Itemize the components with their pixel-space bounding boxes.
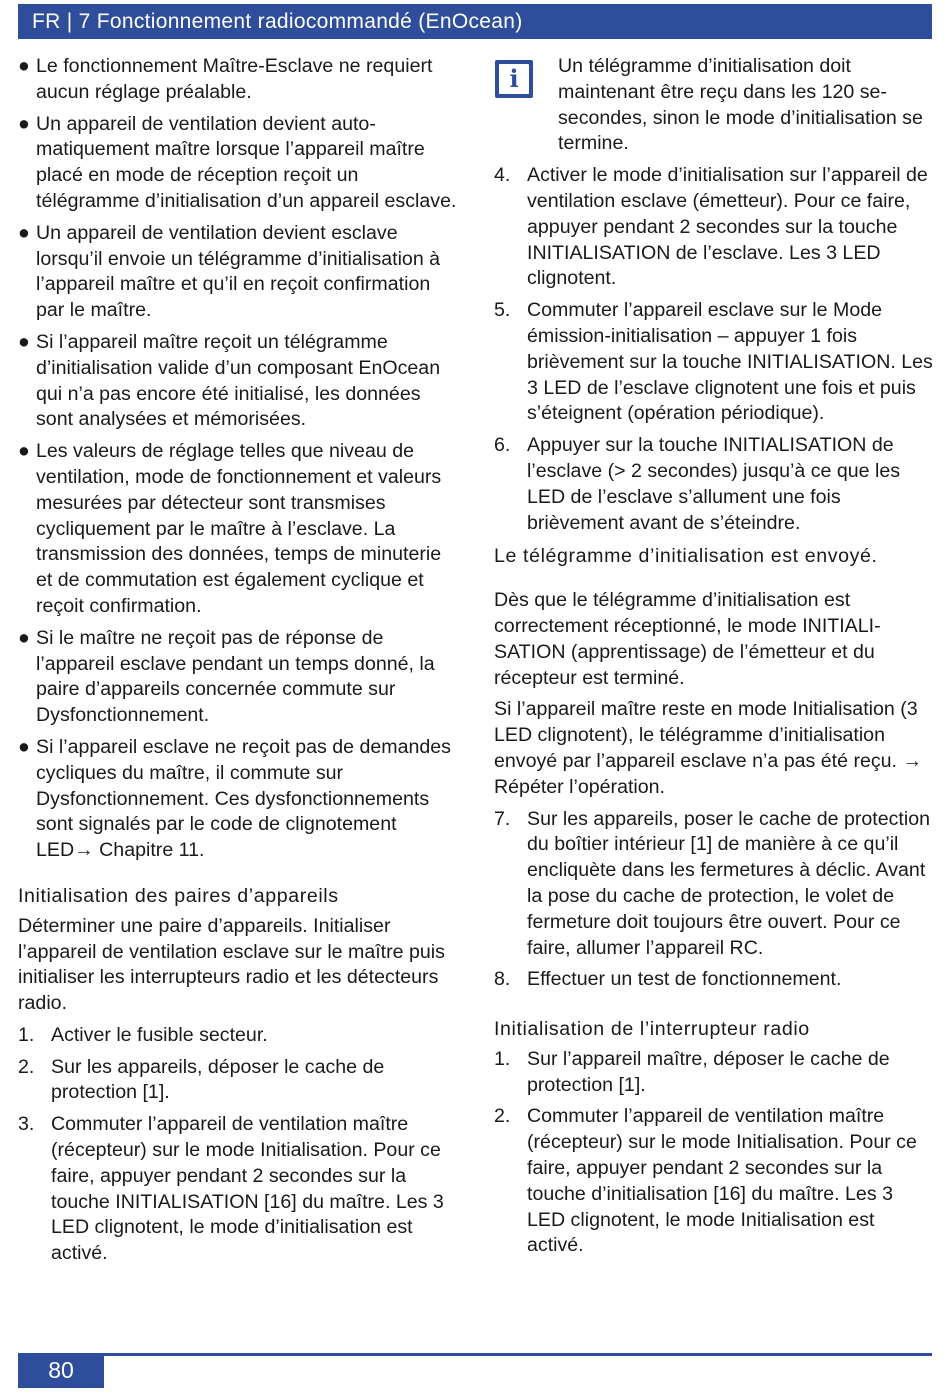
paragraph: Dès que le télégramme d’initialisation est correctement réceptionné, le mode INITIALISATION (apprentissage) de l’émetteur et du récepteur est terminé. [494,589,881,689]
bullet-icon: ● [18,330,30,353]
step-item: 8. Effectuer un test de fonctionnement. [494,968,842,991]
info-note [494,54,934,157]
list-item: ● Si le maître ne reçoit pas de réponse de l’appareil esclave pendant un temps donné, la paire d’appareils concernée commute sur Dysfonctionnement. [18,626,435,727]
header-title: FR | 7 Fonctionnement radiocommandé (EnOcean) [32,10,523,33]
step-item: 1. Sur l’appareil maître, déposer le cache de protection [1]. [494,1047,890,1096]
step-item: 6. Appuyer sur la touche INITIALISATION de l’esclave (> 2 secondes) jusqu’à ce que les LED de l’esclave s’allument une fois brièvement avant de s’éteindre. [494,434,901,534]
step-item: 7. Sur les appareils, poser le cache de protection du boîtier intérieur [1] de manière à ce qu’il encliquète dans les fermetures à déclic. Avant la pose du cache de protection, le volet de fermeture doit toujours être ouvert. Pour ce faire, allumer l’appareil RC. [494,807,930,959]
note-text: Un télégramme d’initialisation doit maintenant être reçu dans les 120 sesecondes, sinon le mode d’initialisation se termine. [558,55,923,155]
section-heading: Initialisation de l’interrupteur radio [494,1018,810,1041]
list-item: ● Les valeurs de réglage telles que niveau de ventilation, mode de fonctionnement et valeurs mesurées par détecteur sont transmises cycliquement par le maître à l’esclave. La transmission des données, temps de minuterie et de commutation est également cyclique et reçoit confirmation. [18,440,442,617]
step-item: 2. Sur les appareils, déposer le cache de protection [1]. [18,1055,385,1104]
step-item: 3. Commuter l’appareil de ventilation maître (récepteur) sur le mode Initialisation. Pour ce faire, appuyer pendant 2 secondes sur la touche INITIALISATION [16] du maître. Les 3 LED clignotent, le mode d’initialisation est activé. [18,1113,444,1265]
step-item: 4. Activer le mode d’initialisation sur l’appareil de ventilation esclave (émetteur). Pour ce faire, appuyer pendant 2 secondes sur la touche INITIALISATION de l’esclave. Les 3 LED clignotent. [494,164,928,290]
section-heading: Initialisation des paires d’appareils [18,884,339,907]
paragraph: Si l’appareil maître reste en mode Initialisation (3 LED clignotent), le télégramme d’initialisation envoyé par l’appareil esclave n’a pas été reçu. → Répéter l’opération. [494,698,923,798]
result-text: Le télégramme d’initialisation est envoyé. [494,545,878,568]
left-column [18,54,458,1273]
step-item: 2. Commuter l’appareil de ventilation maître (récepteur) sur le mode Initialisation. Pour ce faire, appuyer pendant 2 secondes sur la touche d’initialisation [16] du maître. Les 3 LED clignotent, le mode Initialisation est activé. [494,1105,917,1257]
list-item: ● Un appareil de ventilation devient automatiquement maître lorsque l’appareil maître placé en mode de réception reçoit un télégramme d’initialisation d’un appareil esclave. [18,112,457,212]
bullet-icon: ● [18,55,30,77]
list-item: ● Le fonctionnement Maître-Esclave ne requiert aucun réglage préalable. [18,55,433,103]
bullet-icon: ● [18,440,30,463]
bullet-icon: ● [18,735,30,758]
list-item: ● Un appareil de ventilation devient esclave lorsqu’il envoie un télégramme d’initialisation à l’appareil maître et qu’il en reçoit confirmation par le maître. [18,221,441,322]
bullet-icon: ● [18,112,30,135]
info-icon: i [495,60,533,98]
right-column [494,54,934,1265]
step-item: 5. Commuter l’appareil esclave sur le Mode émission-initialisation – appuyer 1 fois brièvement sur la touche INITIALISATION. Les 3 LED de l’esclave clignotent une fois et puis s’éteignent (opération périodique). [494,299,933,425]
bullet-icon: ● [18,221,30,244]
step-item: 1. Activer le fusible secteur. [18,1023,268,1046]
list-item: ● Si l’appareil esclave ne reçoit pas de demandes cycliques du maître, il commute sur Dysfonctionnement. Ces dysfonctionnements sont signalés par le code de clignotement LED→ Chapitre 11. [18,735,451,862]
page-number: 80 [18,1353,104,1388]
page-header [18,4,932,39]
intro-paragraph: Déterminer une paire d’appareils. Initialiser l’appareil de ventilation esclave sur le maître puis initialiser les interrupteurs radio et les détecteurs radio. [18,914,445,1015]
footer-rule [18,1353,932,1356]
list-item: ● Si l’appareil maître reçoit un télégramme d’initialisation valide d’un composant EnOcean qui n’a pas encore été initialisé, les données sont analysées et mémorisées. [18,330,441,431]
bullet-icon: ● [18,626,30,649]
